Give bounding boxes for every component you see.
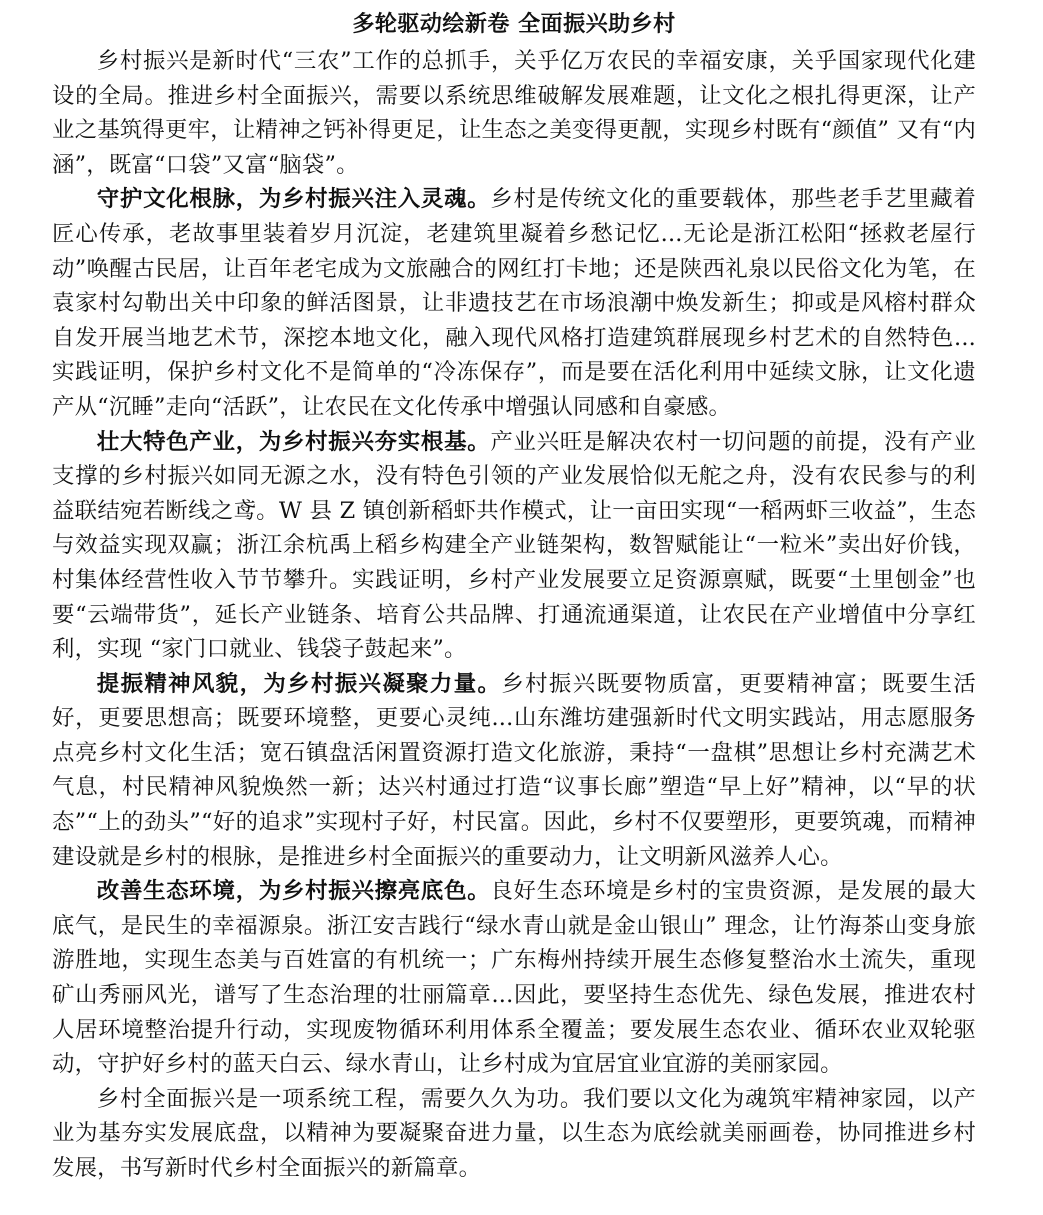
paragraph-text: 乡村是传统文化的重要载体，那些老手艺里藏着匠心传承，老故事里装着岁月沉淀，老建筑里凝着乡愁记忆...无论是浙江松阳“拯救老屋行动”唤醒古民居，让百年老宅成为文旅融合的网红打卡地；还是陕西礼泉以民俗文化为笔，在袁家村勾勒出关中印象的鲜活图景，让非遗技艺在市场浪潮中焕发新生；抑或是风榕村群众自发开展当地艺术节，深挖本地文化，融入现代风格打造建筑群展现乡村艺术的自然特色...实践证明，保护乡村文化不是简单的“冷冻保存”，而是要在活化利用中延续文脉，让文化遗产从“沉睡”走向“活跃”，让农民在文化传承中增强认同感和自豪感。 [52, 186, 976, 420]
document-page [52, 8, 976, 1186]
paragraph-industry [52, 425, 976, 667]
paragraph-lead-heading: 壮大特色产业，为乡村振兴夯实根基。 [96, 428, 491, 455]
paragraph-ecology [52, 874, 976, 1082]
paragraph-spirit [52, 667, 976, 875]
paragraph-lead-heading: 改善生态环境，为乡村振兴擦亮底色。 [96, 878, 491, 905]
paragraph-text: 良好生态环境是乡村的宝贵资源，是发展的最大底气，是民生的幸福源泉。浙江安吉践行“绿水青山就是金山银山” 理念，让竹海茶山变身旅游胜地，实现生态美与百姓富的有机统一；广东梅州持续开展生态修复整治水土流失，重现矿山秀丽风光，谱写了生态治理的壮丽篇章...因此，要坚持生态优先、绿色发展，推进农村人居环境整治提升行动，实现废物循环利用体系全覆盖；要发展生态农业、循环农业双轮驱动，守护好乡村的蓝天白云、绿水青山，让乡村成为宜居宜业宜游的美丽家园。 [52, 878, 976, 1078]
paragraph-conclusion [52, 1082, 976, 1186]
paragraph-culture [52, 182, 976, 424]
paragraph-intro [52, 44, 976, 182]
paragraph-lead-heading: 提振精神风貌，为乡村振兴凝聚力量。 [96, 670, 502, 697]
paragraph-lead-heading: 守护文化根脉，为乡村振兴注入灵魂。 [96, 186, 491, 213]
paragraph-text: 产业兴旺是解决农村一切问题的前提，没有产业支撑的乡村振兴如同无源之水，没有特色引领的产业发展恰似无舵之舟，没有农民参与的利益联结宛若断线之鸢。W 县 Z 镇创新稻虾共作模式，让一亩田实现“一稻两虾三收益”，生态与效益实现双赢；浙江余杭禹上稻乡构建全产业链架构，数智赋能让“一粒米”卖出好价钱，村集体经营性收入节节攀升。实践证明，乡村产业发展要立足资源禀赋，既要“土里刨金”也要“云端带货”，延长产业链条、培育公共品牌、打通流通渠道，让农民在产业增值中分享红利，实现 “家门口就业、钱袋子鼓起来”。 [52, 428, 976, 663]
paragraph-text: 乡村振兴既要物质富，更要精神富；既要生活好，更要思想高；既要环境整，更要心灵纯...山东潍坊建强新时代文明实践站，用志愿服务点亮乡村文化生活；宽石镇盘活闲置资源打造文化旅游，秉持“一盘棋”思想让乡村充满艺术气息，村民精神风貌焕然一新；达兴村通过打造“议事长廊”塑造“早上好”精神，以“早的状态”“上的劲头”“好的追求”实现村子好，村民富。因此，乡村不仅要塑形，更要筑魂，而精神建设就是乡村的根脉，是推进乡村全面振兴的重要动力，让文明新风滋养人心。 [52, 670, 977, 870]
document-title: 多轮驱动绘新卷 全面振兴助乡村 [352, 12, 676, 37]
paragraph-text: 乡村振兴是新时代“三农”工作的总抓手，关乎亿万农民的幸福安康，关乎国家现代化建设的全局。推进乡村全面振兴，需要以系统思维破解发展难题，让文化之根扎得更深，让产业之基筑得更牢，让精神之钙补得更足，让生态之美变得更靓，实现乡村既有“颜值” 又有“内涵”，既富“口袋”又富“脑袋”。 [52, 48, 976, 178]
paragraph-text: 乡村全面振兴是一项系统工程，需要久久为功。我们要以文化为魂筑牢精神家园，以产业为基夯实发展底盘，以精神为要凝聚奋进力量，以生态为底绘就美丽画卷，协同推进乡村发展，书写新时代乡村全面振兴的新篇章。 [52, 1085, 976, 1181]
